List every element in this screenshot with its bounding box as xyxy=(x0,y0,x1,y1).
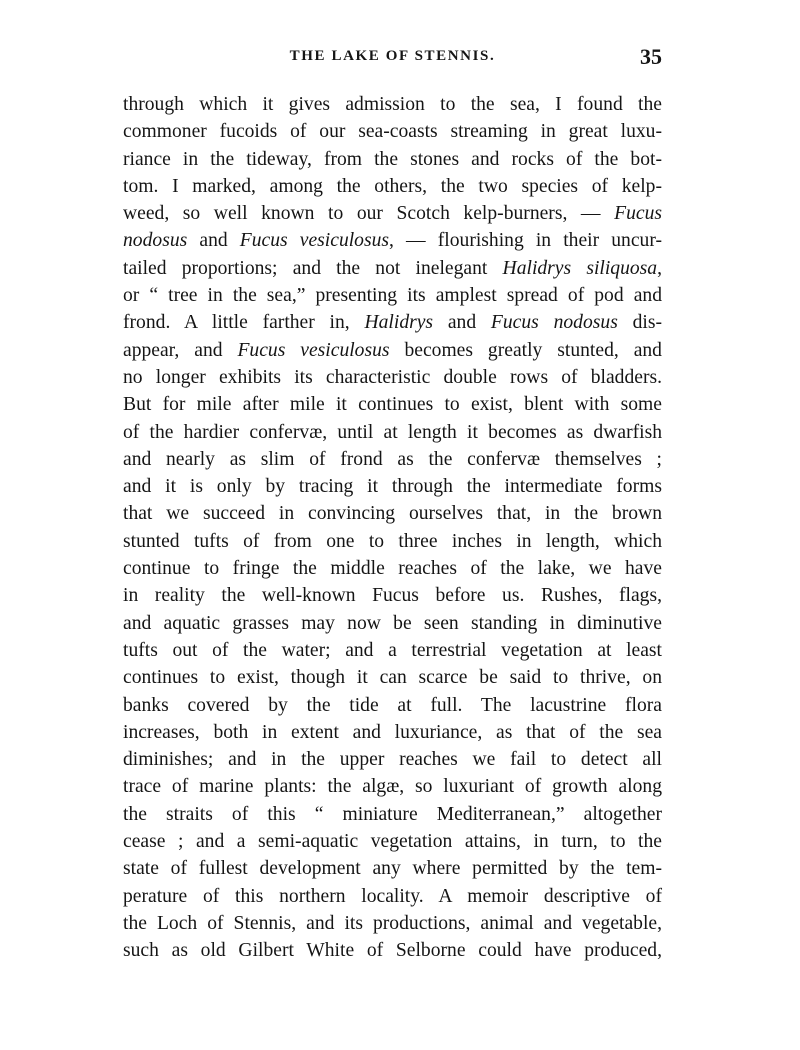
text-line xyxy=(123,200,662,227)
text-run: and aquatic grasses may now be seen standing in diminutive xyxy=(123,612,662,634)
text-run: no longer exhibits its characteristic double rows of bladders. xyxy=(123,366,662,388)
text-line xyxy=(123,473,662,500)
text-line xyxy=(123,255,662,282)
text-run: continue to fringe the middle reaches of the lake, we have xyxy=(123,558,662,580)
text-line xyxy=(123,883,662,910)
text-line xyxy=(123,692,662,719)
italic-term: Halidrys xyxy=(364,312,434,334)
text-line xyxy=(123,528,662,555)
text-run: and nearly as slim of frond as the confervæ themselves ; xyxy=(123,448,662,470)
text-run: , xyxy=(657,257,662,279)
text-line xyxy=(123,937,662,964)
text-run: appear, and xyxy=(123,339,238,361)
text-run: commoner fucoids of our sea-coasts streaming in great luxu- xyxy=(123,121,662,143)
text-line xyxy=(123,746,662,773)
text-line xyxy=(123,610,662,637)
text-line xyxy=(123,582,662,609)
text-run: But for mile after mile it continues to exist, blent with some xyxy=(123,394,662,416)
running-title: THE LAKE OF STENNIS. xyxy=(289,48,496,64)
text-line xyxy=(123,773,662,800)
text-run: in reality the well-known Fucus before us. Rushes, flags, xyxy=(123,585,662,607)
text-line xyxy=(123,555,662,582)
text-run: of the hardier confervæ, until at length it becomes as dwarfish xyxy=(123,421,662,443)
italic-term: Halidrys siliquosa xyxy=(502,257,658,279)
text-run: through which it gives admission to the sea, I found the xyxy=(123,94,662,115)
text-run: and xyxy=(433,312,491,334)
text-run: dis- xyxy=(617,312,662,334)
italic-term: Fucus xyxy=(614,203,662,225)
text-line xyxy=(123,227,662,254)
text-run: continues to exist, though it can scarce be said to thrive, on xyxy=(123,667,662,689)
text-line xyxy=(123,664,662,691)
text-run: and xyxy=(187,230,240,252)
italic-term: Fucus vesiculosus xyxy=(237,339,390,361)
text-line xyxy=(123,364,662,391)
text-run: frond. A little farther in, xyxy=(123,312,365,334)
text-line xyxy=(123,146,662,173)
text-run: trace of marine plants: the algæ, so luxuriant of growth along xyxy=(123,776,662,798)
running-head xyxy=(123,44,662,74)
page-number: 35 xyxy=(640,44,662,69)
text-line xyxy=(123,446,662,473)
text-run: weed, so well known to our Scotch kelp-burners, — xyxy=(123,203,615,225)
text-run: such as old Gilbert White of Selborne could have produced, xyxy=(123,940,662,962)
text-run: tailed proportions; and the not inelegant xyxy=(123,257,503,279)
text-run: perature of this northern locality. A memoir descriptive of xyxy=(123,885,662,907)
text-run: increases, both in extent and luxuriance, as that of the sea xyxy=(123,721,662,743)
text-run: and it is only by tracing it through the intermediate forms xyxy=(123,476,662,498)
text-run: banks covered by the tide at full. The lacustrine flora xyxy=(123,694,662,716)
text-line xyxy=(123,828,662,855)
text-run: stunted tufts of from one to three inches in length, which xyxy=(123,530,662,552)
text-line xyxy=(123,309,662,336)
italic-term: nodosus xyxy=(123,230,188,252)
text-line xyxy=(123,282,662,309)
text-line xyxy=(123,419,662,446)
text-line xyxy=(123,337,662,364)
text-run: tufts out of the water; and a terrestrial vegetation at least xyxy=(123,639,662,661)
text-run: cease ; and a semi-aquatic vegetation attains, in turn, to the xyxy=(123,831,662,853)
text-line xyxy=(123,719,662,746)
text-run: diminishes; and in the upper reaches we fail to detect all xyxy=(123,749,662,771)
text-run: state of fullest development any where permitted by the tem- xyxy=(123,858,662,880)
text-run: that we succeed in convincing ourselves that, in the brown xyxy=(123,503,662,525)
text-run: becomes greatly stunted, and xyxy=(389,339,662,361)
text-run: the Loch of Stennis, and its productions, animal and vegetable, xyxy=(123,912,662,934)
text-line xyxy=(123,801,662,828)
text-line xyxy=(123,637,662,664)
italic-term: Fucus vesiculosus xyxy=(239,230,390,252)
text-run: riance in the tideway, from the stones and rocks of the bot- xyxy=(123,148,662,170)
text-line xyxy=(123,118,662,145)
text-line xyxy=(123,855,662,882)
text-run: tom. I marked, among the others, the two species of kelp- xyxy=(123,175,662,197)
text-line xyxy=(123,391,662,418)
italic-term: Fucus nodosus xyxy=(490,312,618,334)
text-run: the straits of this “ miniature Mediterranean,” altogether xyxy=(123,803,662,825)
text-run: or “ tree in the sea,” presenting its amplest spread of pod and xyxy=(123,285,662,307)
body-text xyxy=(123,91,662,965)
text-line xyxy=(123,173,662,200)
text-line xyxy=(123,910,662,937)
text-run: , — flourishing in their uncur- xyxy=(389,230,662,252)
text-line xyxy=(123,500,662,527)
text-line xyxy=(123,91,662,118)
